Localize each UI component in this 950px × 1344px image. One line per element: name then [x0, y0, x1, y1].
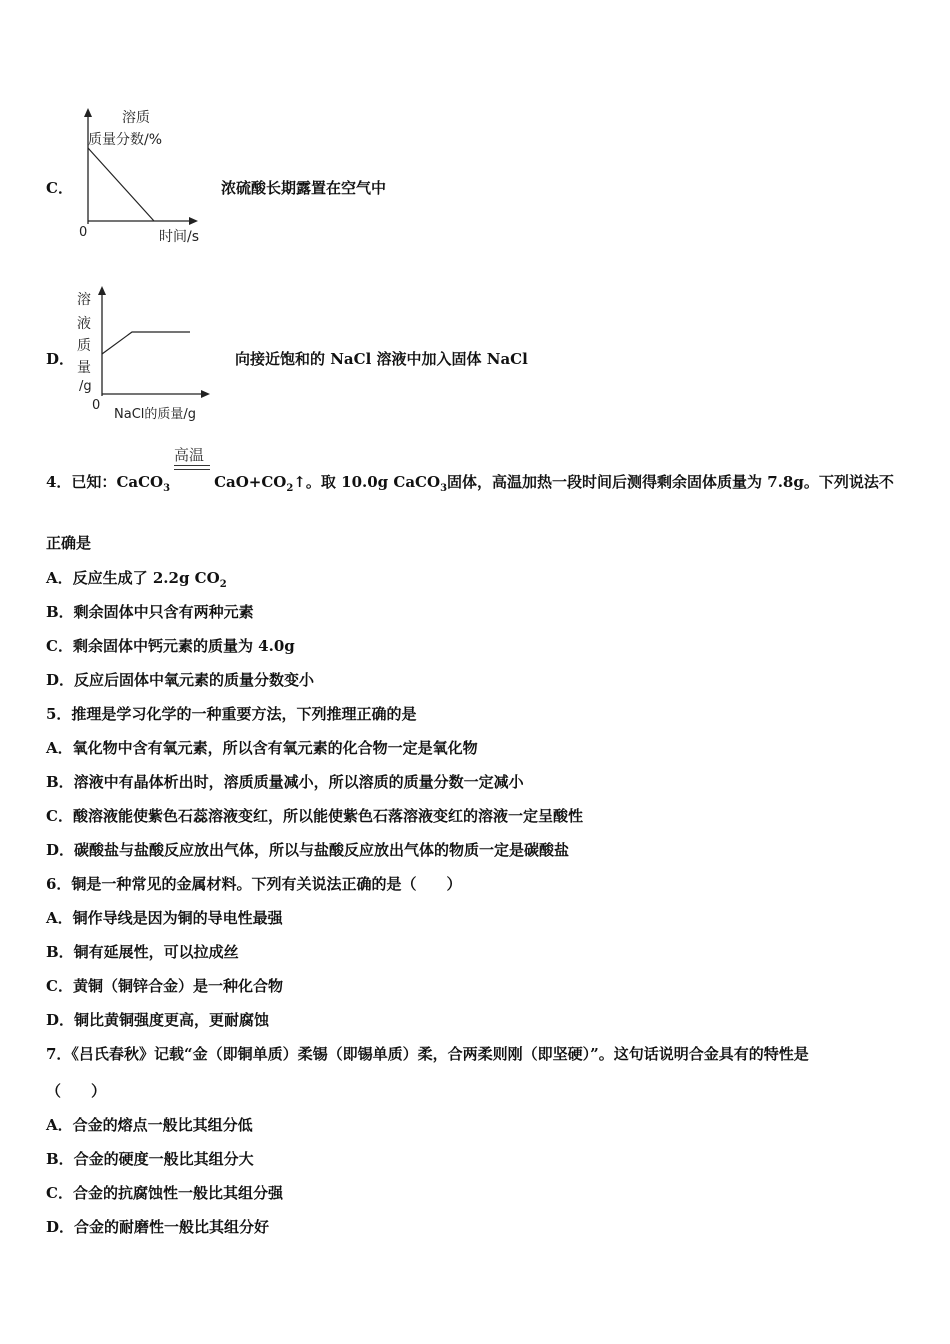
graph-d-ylabel-char: 液: [77, 316, 91, 332]
graph-c-origin: 0: [79, 225, 88, 240]
q6-option-d[interactable]: D．铜比黄铜强度更高，更耐腐蚀: [46, 1011, 270, 1029]
graph-d: [72, 282, 222, 427]
option-c-label: C．: [46, 179, 73, 197]
q4-option-d[interactable]: D．反应后固体中氧元素的质量分数变小: [46, 671, 315, 689]
equation-bar: [174, 465, 210, 466]
q4-stem: 4．已知：CaCO$_3$ $CaO+CO_2↑$。取 10.0g CaCO$_3$固体，高温加热一段时间后测得剩余固体质量为 7.8g。下列说法不: [46, 473, 894, 494]
q7-option-b[interactable]: B．合金的硬度一般比其组分大: [46, 1150, 254, 1168]
q4-option-b[interactable]: B．剩余固体中只含有两种元素: [46, 603, 254, 621]
graph-c-ylabel-2: 质量分数/%: [88, 132, 163, 148]
graph-d-origin: 0: [92, 398, 101, 413]
q6-option-b[interactable]: B．铜有延展性，可以拉成丝: [46, 943, 239, 961]
graph-d-ylabel-char: 溶: [77, 292, 91, 308]
q5-option-c[interactable]: C．酸溶液能使紫色石蕊溶液变红，所以能使紫色石落溶液变红的溶液一定呈酸性: [46, 807, 583, 825]
graph-d-ylabel-char: 质: [77, 338, 91, 354]
option-d-text: 向接近饱和的 NaCl 溶液中加入固体 NaCl: [235, 350, 528, 368]
q7-option-a[interactable]: A．合金的熔点一般比其组分低: [46, 1116, 253, 1134]
option-d-label: D．: [46, 350, 75, 368]
q5-option-a[interactable]: A．氧化物中含有氧元素，所以含有氧元素的化合物一定是氧化物: [46, 739, 478, 757]
q6-stem: 6．铜是一种常见的金属材料。下列有关说法正确的是（ ）: [46, 875, 462, 893]
q7-stem-cont: （ ）: [46, 1082, 107, 1100]
graph-d-xlabel: NaCl的质量/g: [114, 407, 197, 422]
reaction-condition: 高温: [174, 446, 205, 464]
graph-d-line: [102, 332, 190, 354]
q5-stem: 5．推理是学习化学的一种重要方法，下列推理正确的是: [46, 705, 417, 723]
q6-option-a[interactable]: A．铜作导线是因为铜的导电性最强: [46, 909, 283, 927]
equation-bar: [174, 469, 210, 470]
q7-stem: 7．《吕氏春秋》记载“金（即铜单质）柔锡（即锡单质）柔，合两柔则刚（即坚硬）”。这句话说明合金具有的特性是: [46, 1045, 809, 1063]
q4-option-c[interactable]: C．剩余固体中钙元素的质量为 4.0g: [46, 637, 295, 655]
q5-option-d[interactable]: D．碳酸盐与盐酸反应放出气体，所以与盐酸反应放出气体的物质一定是碳酸盐: [46, 841, 570, 859]
q5-option-b[interactable]: B．溶液中有晶体析出时，溶质质量减小，所以溶质的质量分数一定减小: [46, 773, 524, 791]
q7-option-d[interactable]: D．合金的耐磨性一般比其组分好: [46, 1218, 270, 1236]
q4-stem-cont: 正确是: [46, 534, 92, 552]
q4-option-a[interactable]: A．反应生成了 2.2g $CO_2$: [46, 569, 227, 590]
option-c-text: 浓硫酸长期露置在空气中: [221, 179, 387, 197]
graph-d-ylabel-char: /g: [79, 379, 92, 394]
q7-option-c[interactable]: C．合金的抗腐蚀性一般比其组分强: [46, 1184, 283, 1202]
graph-c-line: [88, 148, 154, 221]
graph-c: [74, 104, 214, 246]
graph-d-ylabel-char: 量: [77, 360, 91, 376]
graph-c-ylabel-1: 溶质: [122, 110, 150, 126]
q6-option-c[interactable]: C．黄铜（铜锌合金）是一种化合物: [46, 977, 283, 995]
graph-c-xlabel: 时间/s: [159, 229, 200, 245]
